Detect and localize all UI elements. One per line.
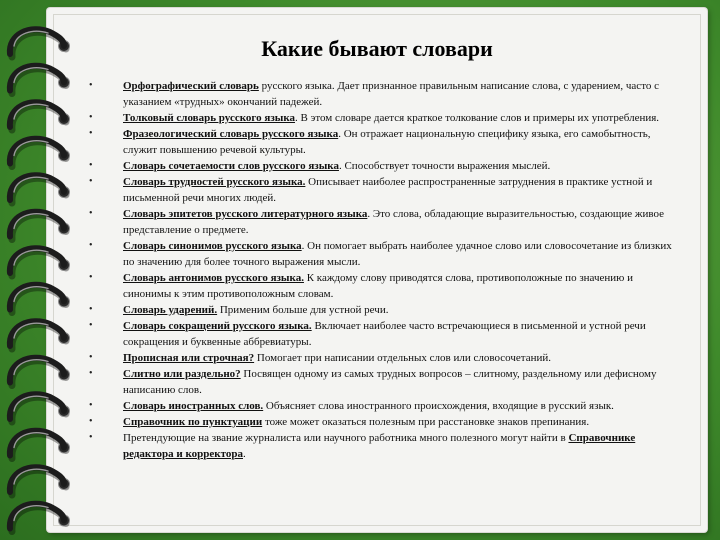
binding-ring bbox=[10, 139, 70, 167]
item-description: Включает наиболее часто встречающиеся в письменной и устной речи сокращения и буквенные аббревиатуры. bbox=[123, 320, 646, 348]
page-title: Какие бывают словари bbox=[261, 36, 493, 61]
dictionary-term: Справочник по пунктуации bbox=[123, 416, 263, 428]
binding-ring bbox=[10, 321, 70, 349]
item-description: тоже может оказаться полезным при расстановке знаков препинания. bbox=[262, 416, 590, 428]
binding-ring bbox=[10, 431, 70, 459]
list-item bbox=[123, 414, 678, 430]
dictionary-term: Словарь трудностей русского языка. bbox=[123, 176, 306, 188]
binding-ring bbox=[10, 394, 70, 422]
item-description: Объясняет слова иностранного происхождения, входящие в русский язык. bbox=[263, 400, 614, 412]
binding-ring bbox=[10, 467, 70, 495]
list-item bbox=[123, 270, 678, 302]
item-description: русского языка. Дает признанное правильным написание слова, с ударением, часто с указанием «трудных» окончаний падежей. bbox=[123, 80, 659, 108]
item-lead-text: Претендующие на звание журналиста или научного работника много полезного могут найти в bbox=[123, 432, 569, 444]
list-item bbox=[123, 78, 678, 110]
list-item bbox=[123, 158, 678, 174]
dictionary-term: Словарь антонимов русского языка. bbox=[123, 272, 304, 284]
dictionary-term: Орфографический словарь bbox=[123, 80, 259, 92]
dictionary-term: Словарь синонимов русского языка bbox=[123, 240, 302, 252]
dictionary-term: Словарь ударений. bbox=[123, 304, 218, 316]
dictionary-term: Слитно или раздельно? bbox=[123, 368, 241, 380]
list-item bbox=[123, 302, 678, 318]
notebook-page bbox=[47, 8, 707, 532]
list-item bbox=[123, 398, 678, 414]
list-item bbox=[123, 238, 678, 270]
item-description: Описывает наиболее распространенные затруднения в практике устной и письменной речи многих людей. bbox=[123, 176, 653, 204]
binding-ring bbox=[10, 175, 70, 203]
list-item bbox=[123, 110, 678, 126]
list-item bbox=[123, 366, 678, 398]
item-description: . Способствует точности выражения мыслей. bbox=[338, 160, 551, 172]
item-description: . Он отражает национальную специфику языка, его самобытность, служит повышению речевой культуры. bbox=[123, 128, 651, 156]
binding-ring bbox=[10, 504, 70, 532]
binding-ring bbox=[10, 358, 70, 386]
dictionary-term: Фразеологический словарь русского языка bbox=[123, 128, 339, 140]
dictionary-term: Прописная или строчная? bbox=[123, 352, 255, 364]
list-item bbox=[123, 318, 678, 350]
spiral-binding-icon bbox=[0, 0, 80, 540]
list-item bbox=[123, 126, 678, 158]
binding-ring bbox=[10, 29, 70, 57]
list-item bbox=[123, 430, 678, 462]
item-description: Посвящен одному из самых трудных вопросов – слитному, раздельному или дефисному написанию слов. bbox=[123, 368, 657, 396]
list-item bbox=[123, 174, 678, 206]
item-description: Применим больше для устной речи. bbox=[217, 304, 389, 316]
item-description: . Он помогает выбрать наиболее удачное слово или словосочетание из близких по значению для более точного выражения мысли. bbox=[123, 240, 672, 268]
dictionary-term: Словарь эпитетов русского литературного языка bbox=[123, 208, 368, 220]
item-description: . Это слова, обладающие выразительностью, создающие живое представление о предмете. bbox=[123, 208, 665, 236]
list-item bbox=[123, 206, 678, 238]
binding-ring bbox=[10, 66, 70, 94]
item-description: К каждому слову приводятся слова, противоположные по значению и синонимы к этим противоположным словам. bbox=[123, 272, 634, 300]
dictionary-term: Толковый словарь русского языка bbox=[123, 112, 296, 124]
dictionary-list bbox=[123, 78, 678, 462]
dictionary-term: Словарь сокращений русского языка. bbox=[123, 320, 312, 332]
dictionary-term: Словарь иностранных слов. bbox=[123, 400, 264, 412]
dictionary-term: Словарь сочетаемости слов русского языка bbox=[123, 160, 339, 172]
binding-ring bbox=[10, 102, 70, 130]
binding-ring bbox=[10, 212, 70, 240]
list-item bbox=[123, 350, 678, 366]
dictionary-term: Справочнике редактора и корректора bbox=[123, 432, 636, 460]
binding-ring bbox=[10, 285, 70, 313]
item-description: Помогает при написании отдельных слов или словосочетаний. bbox=[254, 352, 552, 364]
item-description: . bbox=[243, 448, 246, 460]
item-description: . В этом словаре дается краткое толкование слов и примеры их употребления. bbox=[295, 112, 660, 124]
binding-ring bbox=[10, 248, 70, 276]
